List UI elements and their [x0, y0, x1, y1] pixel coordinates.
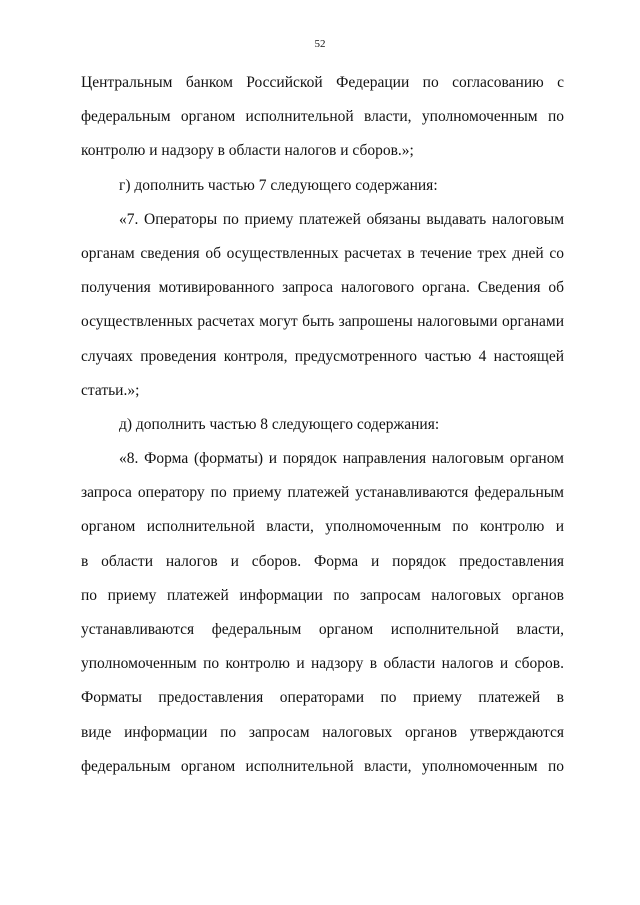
text-line: в области налогов и сборов. Форма и порядок предоставления — [81, 552, 564, 570]
text-line: по приему платежей информации по запросам налоговых органов — [81, 586, 564, 604]
document-body — [81, 66, 564, 784]
text-line: г) дополнить частью 7 следующего содержания: — [119, 176, 438, 194]
text-line: осуществленных расчетах могут быть запрошены налоговыми органами — [81, 313, 564, 331]
text-line: запроса оператору по приему платежей устанавливаются федеральным — [81, 484, 564, 502]
text-line: виде информации по запросам налоговых органов утверждаются — [81, 723, 564, 741]
text-line: случаях проведения контроля, предусмотренного частью 4 настоящей — [81, 347, 564, 365]
page-number: 52 — [314, 38, 326, 50]
text-line: д) дополнить частью 8 следующего содержания: — [119, 415, 440, 433]
text-line: Центральным банком Российской Федерации по согласованию с — [81, 74, 564, 91]
text-line: уполномоченным по контролю и надзору в области налогов и сборов. — [81, 655, 564, 673]
text-line: «7. Операторы по приему платежей обязаны выдавать налоговым — [119, 210, 564, 228]
text-line: статьи.»; — [81, 381, 140, 399]
text-line: органам сведения об осуществленных расчетах в течение трех дней со — [81, 244, 564, 262]
text-line: федеральным органом исполнительной власти, уполномоченным по — [81, 757, 564, 775]
text-line: Форматы предоставления операторами по приему платежей в — [81, 689, 564, 707]
text-line: получения мотивированного запроса налогового органа. Сведения об — [81, 279, 564, 297]
text-line: «8. Форма (форматы) и порядок направления налоговым органом — [119, 450, 564, 468]
text-line: контролю и надзору в области налогов и сборов.»; — [81, 142, 414, 160]
text-line: федеральным органом исполнительной власти, уполномоченным по — [81, 108, 564, 126]
text-line: органом исполнительной власти, уполномоченным по контролю и — [81, 518, 564, 536]
text-line: устанавливаются федеральным органом исполнительной власти, — [81, 621, 564, 638]
